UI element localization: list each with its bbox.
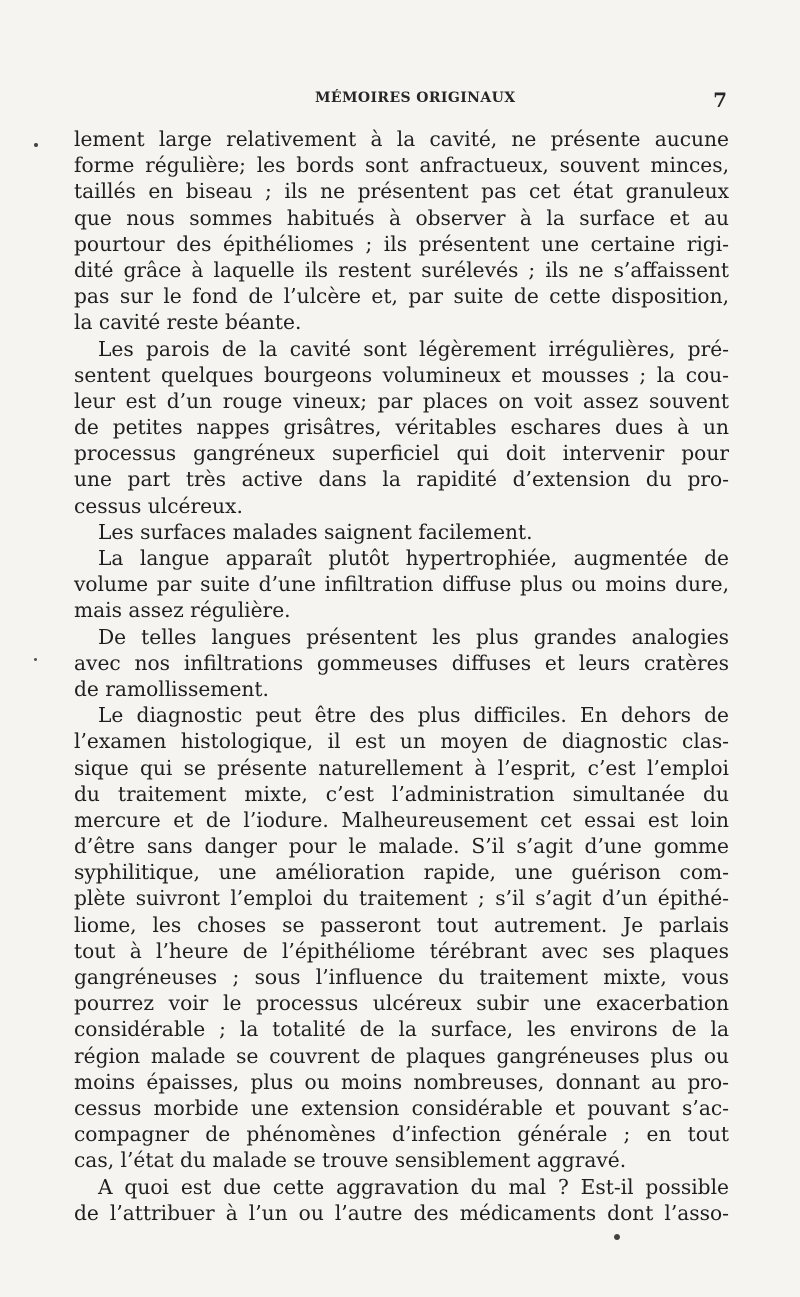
text-line: Le diagnostic peut être des plus difficiles. En dehors de (98, 703, 729, 728)
text-line: De telles langues présentent les plus grandes analogies (98, 624, 729, 649)
margin-speck (34, 143, 38, 147)
text-line: taillés en biseau ; ils ne présentent pas cet état granuleux (74, 179, 729, 204)
text-line: pas sur le fond de l’ulcère et, par suite de cette disposition, (74, 284, 729, 309)
body-text (74, 126, 729, 1226)
text-line: moins épaisses, plus ou moins nombreuses, donnant au pro- (74, 1069, 729, 1094)
text-line: leur est d’un rouge vineux; par places on voit assez souvent (74, 388, 729, 413)
text-line: de petites nappes grisâtres, véritables eschares dues à un (74, 415, 729, 440)
page-number: 7 (713, 88, 727, 112)
text-line: considérable ; la totalité de la surface, les environs de la (74, 1017, 729, 1042)
text-line: gangréneuses ; sous l’influence du traitement mixte, vous (74, 965, 729, 989)
text-line: A quoi est due cette aggravation du mal ? Est-il possible (98, 1174, 729, 1199)
text-line: liome, les choses se passeront tout autrement. Je parlais (74, 912, 729, 937)
text-line: forme régulière; les bords sont anfractueux, souvent minces, (74, 153, 729, 178)
text-line: volume par suite d’une infiltration diffuse plus ou moins dure, (74, 572, 729, 597)
text-line: pourtour des épithéliomes ; ils présentent une certaine rigi- (74, 231, 729, 256)
text-line: du traitement mixte, c’est l’administration simultanée du (74, 781, 729, 806)
text-line: Les surfaces malades saignent facilement. (98, 519, 533, 544)
text-line: région malade se couvrent de plaques gangréneuses plus ou (74, 1043, 729, 1068)
text-line: que nous sommes habitués à observer à la surface et au (74, 205, 729, 230)
ink-dot (614, 1234, 620, 1240)
text-line: mercure et de l’iodure. Malheureusement cet essai est loin (74, 807, 729, 832)
text-line: plète suivront l’emploi du traitement ; s’il s’agit d’un épithé- (74, 886, 729, 911)
text-line: sentent quelques bourgeons volumineux et mousses ; la cou- (74, 362, 729, 387)
text-line: Les parois de la cavité sont légèrement irrégulières, pré- (98, 336, 729, 361)
text-line: de l’attribuer à l’un ou l’autre des médicaments dont l’asso- (74, 1200, 729, 1225)
text-line: tout à l’heure de l’épithéliome térébrant avec ses plaques (74, 938, 729, 963)
running-title: MÉMOIRES ORIGINAUX (315, 90, 516, 106)
text-line: syphilitique, une amélioration rapide, une guérison com- (74, 860, 729, 885)
text-line: cessus ulcéreux. (74, 493, 243, 518)
text-line: la cavité reste béante. (74, 310, 302, 335)
text-line: La langue apparaît plutôt hypertrophiée, augmentée de (98, 546, 729, 570)
text-line: dité grâce à laquelle ils restent surélevés ; ils ne s’affaissent (74, 257, 729, 282)
text-line: cessus morbide une extension considérable et pouvant s’ac- (74, 1095, 729, 1120)
text-line: processus gangréneux superficiel qui doit intervenir pour (74, 441, 729, 466)
text-line: l’examen histologique, il est un moyen de diagnostic clas- (74, 729, 729, 754)
text-line: d’être sans danger pour le malade. S’il s’agit d’une gomme (74, 834, 729, 859)
text-line: une part très active dans la rapidité d’extension du pro- (74, 467, 729, 492)
text-line: mais assez régulière. (74, 598, 291, 623)
text-line: lement large relativement à la cavité, ne présente aucune (74, 127, 729, 151)
page-header (74, 88, 729, 114)
margin-speck (34, 658, 37, 661)
text-line: compagner de phénomènes d’infection générale ; en tout (74, 1122, 729, 1147)
text-line: pourrez voir le processus ulcéreux subir une exacerbation (74, 991, 729, 1016)
text-line: sique qui se présente naturellement à l’esprit, c’est l’emploi (74, 755, 729, 780)
text-line: avec nos infiltrations gommeuses diffuses et leurs cratères (74, 650, 729, 675)
text-line: cas, l’état du malade se trouve sensiblement aggravé. (74, 1148, 627, 1173)
text-line: de ramollissement. (74, 676, 269, 701)
